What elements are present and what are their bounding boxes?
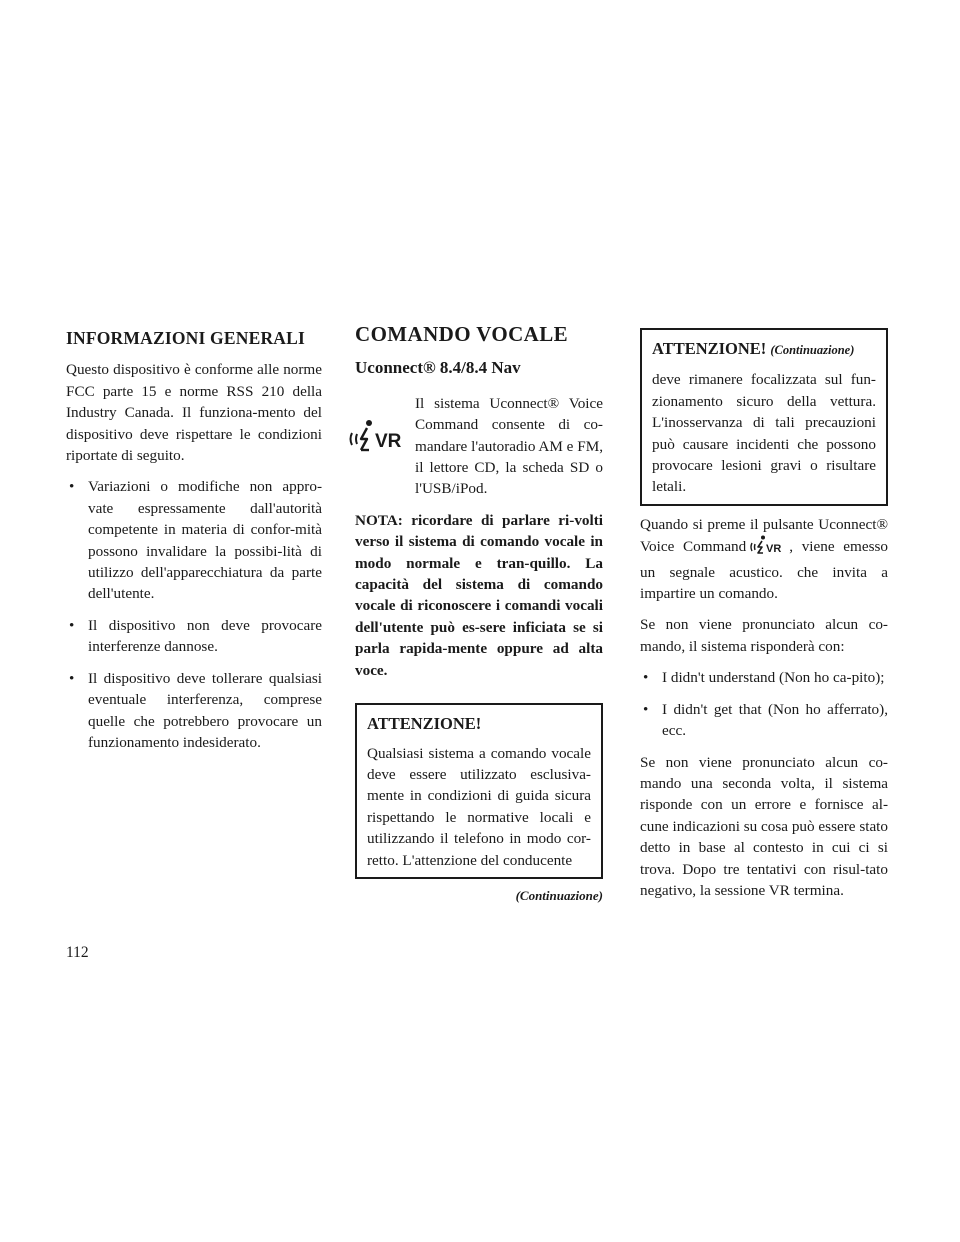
continued-note: (Continuazione) [515,887,603,903]
general-info-bullet-list [66,476,322,753]
warning-text-continued: deve rimanere focalizzata sul fun-zionamento sicuro della vettura. L'inosservanza di tali precauzioni può causare incidenti che possono provocare lesioni gravi o risultare letali. [652,371,876,496]
response-bullet-list [640,667,888,741]
section-heading-general-info: INFORMAZIONI GENERALI [66,328,306,348]
list-item: • I didn't understand (Non ho ca-pito); [640,667,888,688]
no-command-paragraph: Se non viene pronunciato alcun co-mando, il sistema risponderà con: [640,616,888,655]
voice-note: NOTA: ricordare di parlare ri-volti verso il sistema di comando vocale in modo normale e tran-quillo. La capacità del sistema di comando vocale di riconoscere i comandi vocali dell'utente può es-sere inficiata se si parla rapida-mente oppure ad alta voce. [355,511,603,679]
general-info-intro: Questo dispositivo è conforme alle norme FCC parte 15 e norme RSS 210 della Industry Canada. Il funziona-mento del dispositivo deve rispettare le condizioni riportate di seguito. [66,361,322,465]
section-heading-voice-command: COMANDO VOCALE [355,322,569,346]
svg-text:VR: VR [766,543,782,556]
list-item: • I didn't get that (Non ho afferrato), ecc. [640,699,888,742]
vr-intro-paragraph [355,393,603,500]
voice-command-icon [347,419,411,479]
column-general-info [66,328,322,763]
continued-label: (Continuazione) [770,343,855,357]
subheading-uconnect-model: Uconnect® 8.4/8.4 Nav [355,358,521,378]
second-no-command-paragraph: Se non viene pronunciato alcun co-mando una seconda volta, il sistema risponde con un errore e fornisce al-cune indicazioni su cosa può essere stato detto in base al contesto in cui ci si trova. Dopo tre tentativi con risul-tato negativo, la sessione VR termina. [640,753,888,899]
warning-title-continued: ATTENZIONE! (Continuazione) [652,339,855,358]
list-item: • Il dispositivo deve tollerare qualsiasi eventuale interferenza, comprese quelle che potrebbero provocare un funzionamento indesiderato. [66,668,322,754]
voice-command-icon [750,535,788,561]
vr-intro-text: Il sistema Uconnect® Voice Command consente di co-mandare l'autoradio AM e FM, il lettore CD, la scheda SD o l'USB/iPod. [415,394,603,498]
warning-box [355,703,603,879]
column-voice-command [355,322,603,906]
list-item: • Variazioni o modifiche non appro-vate espressamente dall'autorità competente in materia di confor-mità possono invalidare la possibi-lità di utilizzo dell'apparecchiatura da parte dell'utente. [66,476,322,604]
warning-text: Qualsiasi sistema a comando vocale deve essere utilizzato esclusiva-mente in condizioni di guida sicura rispettando le normative locali e utilizzando il telefono in modo cor-retto. L'attenzione del conducente [367,744,591,869]
svg-text:VR: VR [375,430,402,452]
list-item: • Il dispositivo non deve provocare interferenze dannose. [66,615,322,658]
button-press-paragraph: Quando si preme il pulsante Uconnect® Voice Command VR , viene emesso un segnale acustico. che invita a impartire un comando. [640,515,888,603]
column-voice-command-continued [640,328,888,911]
page-number: 112 [66,944,89,961]
warning-box-continued [640,328,888,506]
warning-title: ATTENZIONE! [367,714,482,734]
